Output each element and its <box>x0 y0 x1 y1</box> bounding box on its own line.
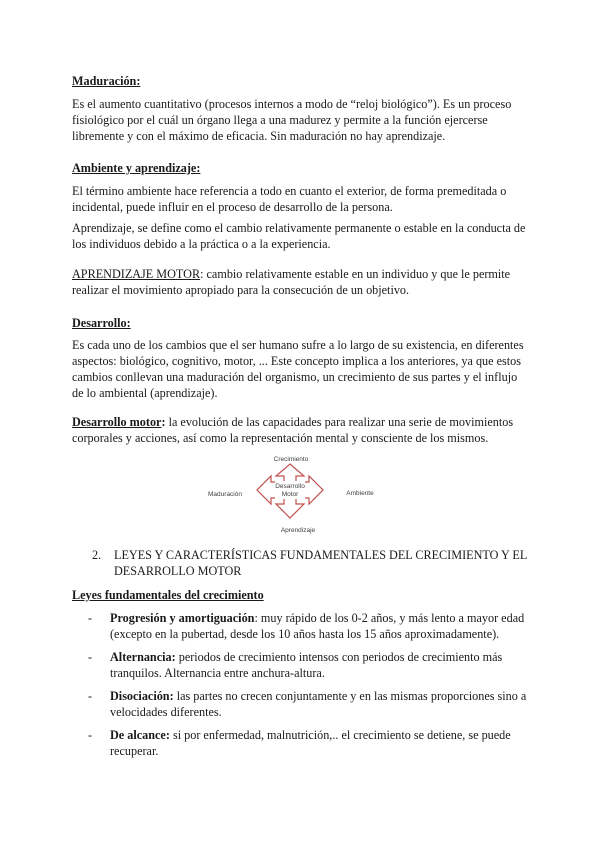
desarrollo-motor-diagram <box>195 452 385 536</box>
diagram-left-label: Maduración <box>208 491 242 498</box>
section-2-number: 2. <box>92 548 102 562</box>
desarrollo-heading: Desarrollo: <box>72 316 131 330</box>
maduracion-text: Es el aumento cuantitativo (procesos internos a modo de “reloj biológico”). Es un proceso fisiológico por el cuál un órgano llega a una madurez y permite a la función ejercerse libremente y con el máximo de eficacia. Sin maduración no hay aprendizaje. <box>72 97 512 143</box>
diagram-center-label-1: Desarrollo <box>275 483 305 490</box>
diagram-bottom-label: Aprendizaje <box>280 527 316 534</box>
list-item-text: si por enfermedad, malnutrición,.. el crecimiento se detiene, se puede recuperar. <box>110 728 511 758</box>
ambiente-text: El término ambiente hace referencia a todo en cuanto el exterior, de forma premeditada o incidental, puede influir en el proceso de desarrollo de la persona. <box>72 184 507 214</box>
aprendizaje-motor-paragraph <box>72 266 528 298</box>
section-2-title: LEYES Y CARACTERÍSTICAS FUNDAMENTALES DEL CRECIMIENTO Y EL DESARROLLO MOTOR <box>114 548 527 578</box>
list-item-label: Progresión y amortiguación <box>110 611 255 625</box>
desarrollo-motor-colon: : <box>161 415 166 429</box>
desarrollo-text: Es cada uno de los cambios que el ser humano sufre a lo largo de su existencia, en diferentes aspectos: biológico, cognitivo, motor, ... Este concepto implica a los anteriores, ya que estos cambios conllevan una maduración del organismo, un crecimiento de sus partes y el influjo de lo ambiental (aprendizaje). <box>72 338 524 400</box>
desarrollo-motor-paragraph <box>72 414 528 446</box>
leyes-subheading: Leyes fundamentales del crecimiento <box>72 588 264 602</box>
list-item-label: Disociación: <box>110 689 174 703</box>
maduracion-heading: Maduración: <box>72 74 141 88</box>
ambiente-heading: Ambiente y aprendizaje: <box>72 161 201 175</box>
diagram-center-label-2: Motor <box>281 491 299 498</box>
list-item-text: periodos de crecimiento intensos con periodos de crecimiento más tranquilos. Alternancia entre anchura-altura. <box>110 650 503 680</box>
list-item-label: Alternancia: <box>110 650 176 664</box>
list-item-text: : muy rápido de los 0-2 años, y más lento a mayor edad (excepto en la pubertad, desde los 10 años hasta los 15 años aproximadamente). <box>110 611 525 641</box>
desarrollo-motor-text: la evolución de las capacidades para realizar una serie de movimientos corporales y acciones, así como la representación mental y consciente de los mismos. <box>72 415 514 445</box>
list-dash: - <box>88 650 93 664</box>
aprendizaje-motor-label: APRENDIZAJE MOTOR <box>72 267 201 281</box>
diagram-right-label: Ambiente <box>346 490 374 497</box>
desarrollo-motor-label: Desarrollo motor <box>72 415 162 429</box>
list-dash: - <box>88 728 93 742</box>
list-item-label: De alcance: <box>110 728 170 742</box>
aprendizaje-motor-text: : cambio relativamente estable en un individuo y que le permite realizar el movimiento apropiado para la consecución de un objetivo. <box>72 267 511 297</box>
list-dash: - <box>88 689 93 703</box>
aprendizaje-text: Aprendizaje, se define como el cambio relativamente permanente o estable en la conducta de los individuos debido a la práctica o a la experiencia. <box>72 221 526 251</box>
list-item-text: las partes no crecen conjuntamente y en las mismas proporciones sino a velocidades diferentes. <box>110 689 527 719</box>
list-dash: - <box>88 611 93 625</box>
diagram-top-label: Crecimiento <box>273 456 309 463</box>
